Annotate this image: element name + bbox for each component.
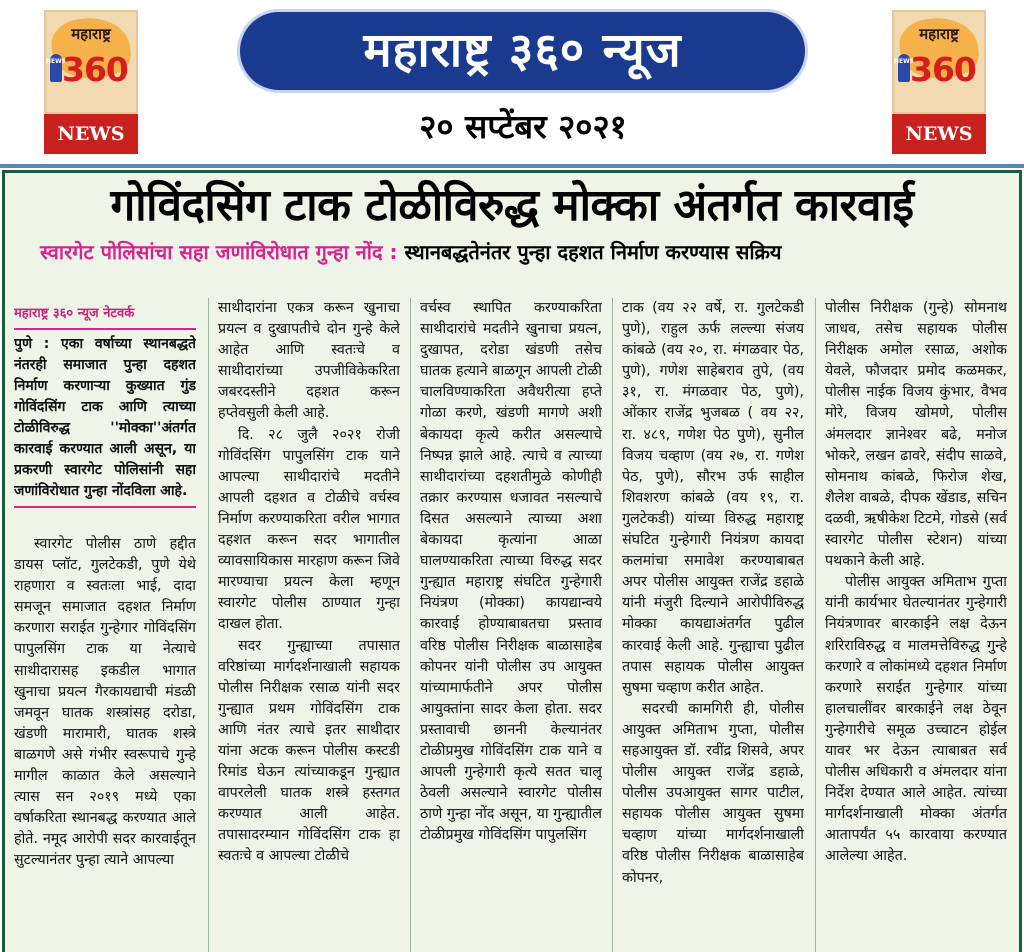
byline-rule: [14, 328, 196, 330]
body-paragraph: सदर गुन्ह्याच्या तपासात वरिष्ठांच्या मार्गदर्शनाखाली सहायक पोलीस निरीक्षक रसाळ यांनी सदर गुन्ह्यात प्रथम गोविंदसिंग टाक आणि नंतर त्याचे इतर साथीदार यांना अटक करून पोलीस कस्टडी रिमांड घेऊन त्यांच्याकडून गुन्ह्यात वापरलेली घातक शस्त्रे हस्तगत करण्यात आली आहेत. तपासादरम्यान गोविंदसिंग टाक हा स्वतःचे व आपल्या टोळीचे: [218, 637, 400, 865]
masthead-divider: [0, 164, 1024, 168]
article-column-2: [218, 298, 400, 952]
article-headline: गोविंदसिंग टाक टोळीविरुद्ध मोक्का अंतर्गत कारवाई: [110, 180, 914, 231]
logo-news-label: NEWS: [892, 114, 986, 154]
body-paragraph: दि. २८ जुलै २०२१ रोजी गोविंदसिंग पापुलसिंग टाक याने आपल्या साथीदारांचे मदतीने आपली दहशत व टोळीचे वर्चस्व निर्माण करण्याकरिता वरील भागात दहशत करून सदर भागातील व्यावसायिकास मारहाण करून जिवे मारण्याचा प्रयत्न केला म्हणून स्वारगेट पोलीस ठाण्यात गुन्हा दाखल होता.: [218, 426, 400, 633]
logo-number: 360: [910, 50, 976, 89]
channel-logo-left: [44, 10, 138, 150]
channel-logo-right: [892, 10, 986, 150]
body-paragraph: सदरची कामगिरी ही, पोलीस आयुक्त अमिताभ गुप्ता, पोलीस सहआयुक्त डॉ. रवींद्र शिसवे, अपर पोलीस आयुक्त राजेंद्र डहाळे, पोलीस उपआयुक्त सागर पाटील, सहायक पोलीस आयुक्त सुषमा चव्हाण यांच्या मार्गदर्शनाखाली वरिष्ठ पोलीस निरीक्षक बाळासाहेब कोपनर,: [622, 700, 804, 886]
body-paragraph: टाक (वय २२ वर्षे, रा. गुलटेकडी पुणे), राहुल ऊर्फ लल्ल्या संजय कांबळे (वय २०, रा. मंगळवार पेठ, पुणे), गणेश साहेबराव तुपे, (वय ३१, रा. मंगळवार पेठ, पुणे), ओंकार राजेंद्र भुजबळ ( वय २२, रा. ४८९, गणेश पेठ पुणे), सुनील विजय चव्हाण (वय २७, रा. गणेश पेठ, पुणे), सौरभ उर्फ साहील शिवशरण कांबळे (वय १९, रा. गुलटेकडी) यांच्या विरुद्ध महाराष्ट्र संघटित गुन्हेगारी नियंत्रण कायदा कलमांचा समावेश करण्याबाबत अपर पोलीस आयुक्त राजेंद्र डहाळे यांनी मंजुरी दिल्याने आरोपीविरुद्ध मोक्का कायद्याअंतर्गत पुढील कारवाई केली आहे. गुन्ह्याचा पुढील तपास सहायक पोलीस आयुक्त सुषमा चव्हाण करीत आहेत.: [622, 300, 804, 696]
article-column-5: [825, 298, 1007, 952]
column-divider: [815, 298, 816, 952]
logo-news-label: NEWS: [44, 114, 138, 154]
body-paragraph: पोलीस आयुक्त अमिताभ गुप्ता यांनी कार्यभार घेतल्यानंतर गुन्हेगारी नियंत्रणावर बारकाईने लक्ष देऊन शरिराविरुद्ध व मालमत्तेविरुद्ध गुन्हे करणारे व लोकांमध्ये दहशत निर्माण करणारे सराईत गुन्हेगार यांच्या हालचालींवर बारकाईने लक्ष ठेवून गुन्हेगारीचे समूळ उच्चाटन होईल यावर भर देऊन त्याबाबत सर्व पोलीस अधिकारी व अंमलदार यांना निर्देश देण्यात आले आहेत. त्यांच्या मार्गदर्शनाखाली मोक्का अंतर्गत आतापर्यंत ५५ कारवाया करण्यात आलेल्या आहेत.: [825, 574, 1007, 865]
logo-brand: महाराष्ट्र: [919, 25, 959, 43]
masthead: [0, 0, 1024, 168]
lead-paragraph: पुणे : एका वर्षाच्या स्थानबद्धते नंतरही समाजात पुन्हा दहशत निर्माण करणाऱ्या कुख्यात गुंड गोविंदसिंग टाक आणि त्याच्या टोळीविरुद्ध ''मोक्का''अंतर्गत कारवाई करण्यात आली असून, या प्रकरणी स्वारगेट पोलिसांनी सहा जणांविरोधात गुन्हा नोंदविला आहे.: [14, 336, 196, 499]
logo-mic-label: NEWS: [46, 58, 67, 65]
lead-rule: [14, 506, 196, 508]
article-column-3: [420, 298, 602, 952]
body-paragraph: पोलीस निरीक्षक (गुन्हे) सोमनाथ जाधव, तसेच सहायक पोलीस निरीक्षक अमोल रसाळ, अशोक येवले, फौजदार प्रमोद कळमकर, पोलीस नाईक विजय कुंभार, वैभव मोरे, विजय खोमणे, पोलीस अंमलदार ज्ञानेश्वर बढे, मनोज भोकरे, लखन ढावरे, संदीप साळवे, सोमनाथ कांबळे, फिरोज शेख, शैलेश वाबळे, दीपक खेंडाड, सचिन दळवी, ऋषीकेश टिटमे, गोडसे (सर्व स्वारगेट पोलीस स्टेशन) यांच्या पथकाने केली आहे.: [825, 300, 1007, 570]
logo-brand: महाराष्ट्र: [71, 25, 111, 43]
body-paragraph: स्वारगेट पोलीस ठाणे हद्दीत डायस प्लॉट, गुलटेकडी, पुणे येथे राहणारा व स्वतःला भाई, दादा समजून समाजात दहशत निर्माण करणारा सराईत गुन्हेगार गोविंदसिंग पापुलसिंग टाक या नेत्याचे साथीदारासह इकडील भागात खुनाचा प्रयत्न गैरकायद्याची मंडळी जमवून घातक शस्त्रांसह दरोडा, खंडणी मारामारी, घातक शस्त्रे बाळगणे असे गंभीर स्वरूपाचे गुन्हे मागील काळात केले असल्याने त्यास सन २०१९ मध्ये एका वर्षाकरिता स्थानबद्ध करण्यात आले होते. नमूद आरोपी सदर कारवाईतून सुटल्यानंतर पुन्हा त्याने आपल्या: [14, 536, 196, 869]
newspaper-title-banner: [237, 9, 808, 93]
column-divider: [612, 298, 613, 952]
logo-mic-label: NEWS: [894, 58, 915, 65]
column-divider: [208, 298, 209, 952]
article-subheadline: [40, 238, 1000, 270]
body-paragraph: साथीदारांना एकत्र करून खुनाचा प्रयत्न व दुखापतीचे दोन गुन्हे केले आहेत आणि स्वतःचे व साथीदारांच्या उपजीविकेकरिता जबरदस्तीने दहशत करून हप्तेवसुली केली आहे.: [218, 300, 400, 422]
newspaper-title: महाराष्ट्र ३६० न्यूज: [363, 23, 682, 78]
body-paragraph: वर्चस्व स्थापित करण्याकरिता साथीदारांचे मदतीने खुनाचा प्रयत्न, दुखापत, दरोडा खंडणी तसेच घातक हत्याने बाळगून आपली टोळी चालविण्याकरिता अवैधरीत्या हप्ते गोळा करणे, खंडणी मागणे अशी बेकायदा कृत्ये करीत असल्याचे निष्पन्न झाले आहे. त्याचे व त्याच्या साथीदारांच्या दहशतीमुळे कोणीही तक्रार करण्यास धजावत नसल्याचे दिसत असल्याने त्याच्या अशा बेकायदा कृत्यांना आळा घालण्याकरिता त्याच्या विरुद्ध सदर गुन्ह्यात महाराष्ट्र संघटित गुन्हेगारी नियंत्रण (मोक्का) कायद्यान्वये कारवाई होण्याबाबतचा प्रस्ताव वरिष्ठ पोलीस निरीक्षक बाळासाहेब कोपनर यांनी पोलीस उप आयुक्त यांच्यामार्फतीने अपर पोलीस आयुक्तांना सादर केला होता. सदर प्रस्तावाची छाननी केल्यानंतर टोळीप्रमुख गोविंदसिंग टाक याने व आपली गुन्हेगारी कृत्ये सतत चालू ठेवली असल्याने स्वारगेट पोलीस ठाणे गुन्हा नोंद असून, या गुन्ह्यातील टोळीप्रमुख गोविंदसिंग पापुलसिंग: [420, 300, 602, 844]
column-divider: [410, 298, 411, 952]
article-column-1: [14, 298, 196, 952]
article-column-4: [622, 298, 804, 952]
subhead-rest: स्थानबद्धतेनंतर पुन्हा दहशत निर्माण करण्यास सक्रिय: [404, 240, 782, 264]
byline: महाराष्ट्र ३६० न्यूज नेटवर्क: [14, 306, 135, 321]
issue-date: २० सप्टेंबर २०२१: [419, 107, 627, 146]
subhead-highlight: स्वारगेट पोलिसांचा सहा जणांविरोधात गुन्हा नोंद :: [40, 240, 398, 264]
logo-number: 360: [62, 50, 128, 89]
